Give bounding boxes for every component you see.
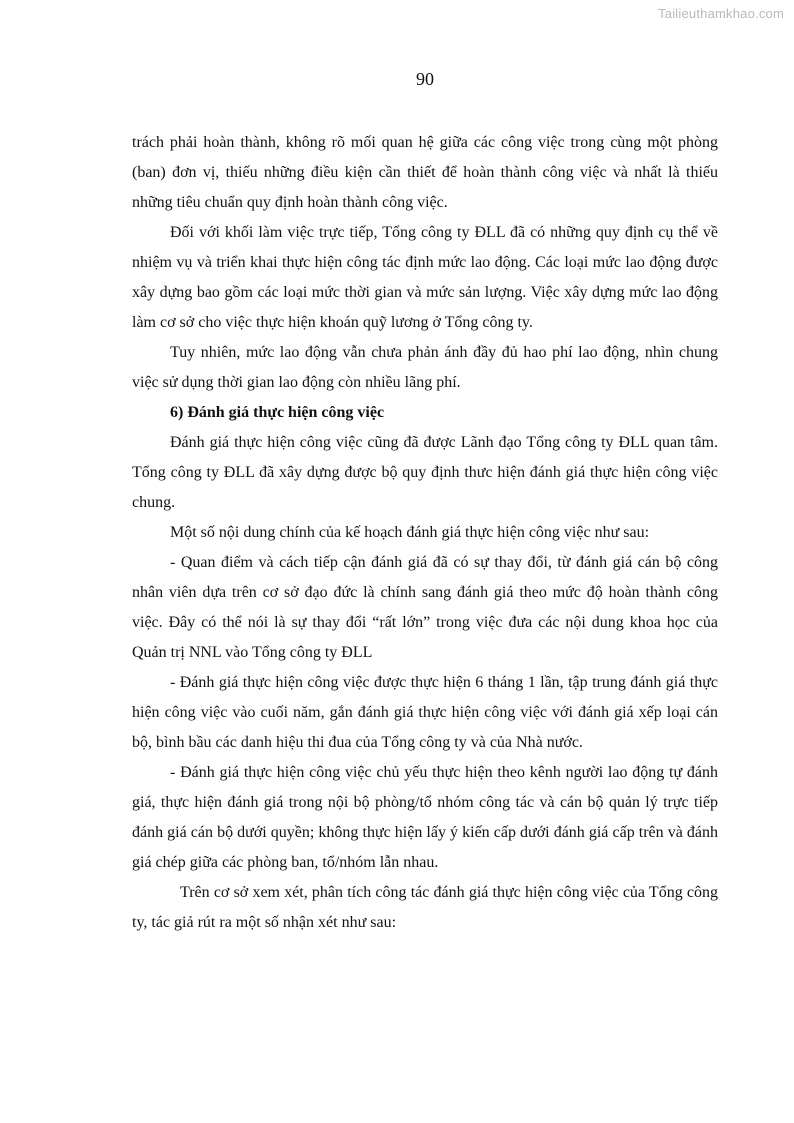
bullet-evaluation-frequency: - Đánh giá thực hiện công việc được thực hiện 6 tháng 1 lần, tập trung đánh giá thực hiện công việc vào cuối năm, gắn đánh giá thực hiện công việc với đánh giá xếp loại cán bộ, bình bầu các danh hiệu thi đua của Tổng công ty và của Nhà nước. [132,674,718,751]
paragraph-however: Tuy nhiên, mức lao động vẫn chưa phản ánh đầy đủ hao phí lao động, nhìn chung việc sử dụng thời gian lao động còn nhiều lãng phí. [132,344,718,391]
bullet-approach-change: - Quan điểm và cách tiếp cận đánh giá đã có sự thay đổi, từ đánh giá cán bộ công nhân viên dựa trên cơ sở đạo đức là chính sang đánh giá theo mức độ hoàn thành công việc. Đây có thể nói là sự thay đổi “rất lớn” trong việc đưa các nội dung khoa học của Quản trị NNL vào Tổng công ty ĐLL [132,554,718,661]
paragraph-conclusion-intro: Trên cơ sở xem xét, phân tích công tác đánh giá thực hiện công việc của Tổng công ty, tác giả rút ra một số nhận xét như sau: [132,884,718,931]
paragraph-continuation: trách phải hoàn thành, không rõ mối quan hệ giữa các công việc trong cùng một phòng (ban) đơn vị, thiếu những điều kiện cần thiết để hoàn thành công việc và nhất là thiếu những tiêu chuẩn quy định hoàn thành công việc. [132,134,718,211]
page-number: 90 [416,69,434,89]
paragraph-direct-work: Đối với khối làm việc trực tiếp, Tổng công ty ĐLL đã có những quy định cụ thể về nhiệm vụ và triển khai thực hiện công tác định mức lao động. Các loại mức lao động được xây dựng bao gồm các loại mức thời gian và mức sản lượng. Việc xây dựng mức lao động làm cơ sở cho việc thực hiện khoán quỹ lương ở Tổng công ty. [132,224,718,331]
bullet-evaluation-channels: - Đánh giá thực hiện công việc chủ yếu thực hiện theo kênh người lao động tự đánh giá, thực hiện đánh giá trong nội bộ phòng/tổ nhóm công tác và cán bộ quản lý trực tiếp đánh giá cán bộ dưới quyền; không thực hiện lấy ý kiến cấp dưới đánh giá cấp trên và đánh giá chép giữa các phòng ban, tổ/nhóm lẫn nhau. [132,764,718,871]
section-heading: 6) Đánh giá thực hiện công việc [170,404,385,421]
paragraph-evaluation-intro: Đánh giá thực hiện công việc cũng đã được Lãnh đạo Tổng công ty ĐLL quan tâm. Tổng công ty ĐLL đã xây dựng được bộ quy định thưc hiện đánh giá thực hiện công việc chung. [132,434,718,511]
paragraph-main-content: Một số nội dung chính của kế hoạch đánh giá thực hiện công việc như sau: [170,524,650,541]
document-body [132,128,718,938]
watermark: Tailieuthamkhao.com [658,6,784,21]
